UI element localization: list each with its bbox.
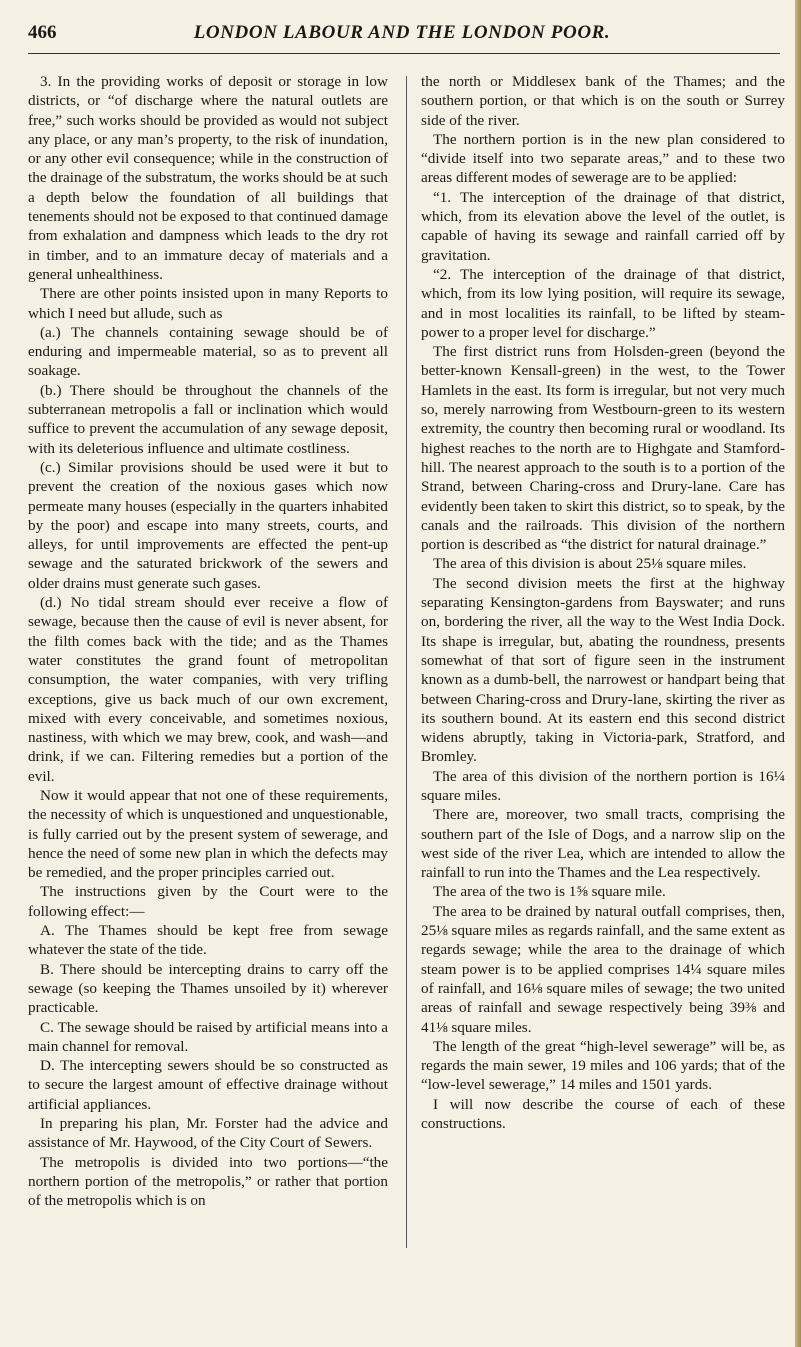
paragraph: (d.) No tidal stream should ever receive a flow of sewage, because then the cause of evil is never absent, for the filth comes back with the tide; and as the Thames water constitutes the grand fount of metropolitan consumption, the water companies, with very trifling exceptions, give us back much of our own excrement, mixed with every conceivable, and sometimes noxious, nastiness, with which we may brew, cook, and wash—and drink, if we can. Filtering remedies but a portion of the evil. — [28, 594, 388, 785]
paragraph: C. The sewage should be raised by artificial means into a main channel for removal. — [28, 1018, 388, 1055]
paragraph: The area of the two is 1⅝ square mile. — [433, 883, 666, 901]
paragraph: (c.) Similar provisions should be used were it but to prevent the creation of the noxious gases which now permeate many houses (especially in the quarters inhabited by the poor) and escape into many streets, courts, and alleys, for until improvements are effected the pent-up sewage and the saturated brickwork of the sewers and older drains must generate such gases. — [28, 458, 388, 592]
paragraph: The instructions given by the Court were to the following effect:— — [28, 883, 388, 920]
paragraph: The area of this division of the northern portion is 16¼ square miles. — [421, 767, 785, 804]
paragraph: There are other points insisted upon in many Reports to which I need but allude, such as — [28, 285, 388, 322]
header-rule — [28, 53, 780, 54]
paragraph: (a.) The channels containing sewage should be of enduring and impermeable material, so as to prevent all soakage. — [28, 323, 388, 380]
paragraph: (b.) There should be throughout the channels of the subterranean metropolis a fall or inclination which would suffice to prevent the accumulation of any sewage deposit, with its deleterious influence and ultimate costliness. — [28, 381, 388, 457]
paragraph: I will now describe the course of each of these constructions. — [421, 1095, 785, 1133]
paragraph: The area of this division is about 25⅛ square miles. — [433, 555, 747, 573]
paragraph: The metropolis is divided into two portions—“the northern portion of the metropolis,” or rather that portion of the metropolis which is on — [28, 1153, 388, 1210]
paragraph: A. The Thames should be kept free from sewage whatever the state of the tide. — [28, 922, 388, 959]
paragraph: The area to be drained by natural outfall comprises, then, 25⅛ square miles as regards rainfall, and the same extent as regards sewage; while the area to the drainage of which steam power is to be applied comprises 14¼ square miles of rainfall, and 16⅛ square miles of sewage; the two united areas of rainfall and sewage respectively being 39⅜ and 41⅛ square miles. — [421, 902, 785, 1036]
paragraph: the north or Middlesex bank of the Thames; and the southern portion, or that which is on the south or Surrey side of the river. — [421, 73, 785, 129]
paragraph: “2. The interception of the drainage of that district, which, from its low lying position, will require its sewage, and in most localities its rainfall, to be lifted by steam-power to a proper level for discharge.” — [421, 265, 785, 341]
paragraph: The northern portion is in the new plan considered to “divide itself into two separate areas,” and to these two areas different modes of sewerage are to be applied: — [421, 130, 785, 187]
page-header — [28, 22, 776, 52]
page-edge — [795, 0, 801, 1347]
paragraph: B. There should be intercepting drains to carry off the sewage (so keeping the Thames unsoiled by it) wherever practicable. — [28, 960, 388, 1017]
paragraph: 3. In the providing works of deposit or storage in low districts, or “of discharge where the natural outlets are free,” such works should be provided as would not subject any place, or any man’s property, to the risk of inundation, or any other evil consequence; while in the construction of the drainage of the substratum, the works should be at such a depth below the foundation of all buildings that tenements should not be exposed to that continued damage from exhalation and dampness which leads to the dry rot in timber, and to an immature decay of materials and a general unhealthiness. — [28, 73, 388, 283]
paragraph: The first district runs from Holsden-green (beyond the better-known Kensall-green) in the west, to the Tower Hamlets in the east. Its form is irregular, but not very much so, merely narrowing from Westbourn-green to its western extremity, the country then becoming rural or woodland. Its highest reaches to the north are to Highgate and Stamford-hill. The nearest approach to the south is to a portion of the Strand, between Charing-cross and Drury-lane. Care has evidently been taken to skirt this district, so to speak, by the canals and the railroads. This division of the northern portion is described as “the district for natural drainage.” — [421, 343, 786, 554]
paragraph: D. The intercepting sewers should be so constructed as to secure the largest amount of effective drainage without artificial appliances. — [28, 1057, 388, 1113]
paragraph: In preparing his plan, Mr. Forster had the advice and assistance of Mr. Haywood, of the City Court of Sewers. — [28, 1115, 388, 1152]
running-title: LONDON LABOUR AND THE LONDON POOR. — [193, 22, 611, 43]
paragraph: “1. The interception of the drainage of that district, which, from its elevation above the level of the outlet, is capable of having its sewage and rainfall carried off by gravitation. — [421, 188, 785, 264]
paragraph: There are, moreover, two small tracts, comprising the southern part of the Isle of Dogs, and a narrow slip on the west side of the river Lea, which are intended to allow the rainfall to run into the Thames and the Lea respectively. — [421, 806, 785, 882]
paragraph: The second division meets the first at the highway separating Kensington-gardens from Bayswater; and runs on, bordering the river, all the way to the West India Dock. Its shape is irregular, but, abating the roundness, presents somewhat of that sort of figure seen in the instrument known as a dumb-bell, the narrowest or handpart being that between Charing-cross and Drury-lane, skirting the river as its southern bound. At its eastern end this second district widens abruptly, taking in Victoria-park, Stratford, and Bromley. — [421, 574, 785, 766]
paragraph: The length of the great “high-level sewerage” will be, as regards the main sewer, 19 miles and 106 yards; that of the “low-level sewerage,” 14 miles and 1501 yards. — [421, 1037, 785, 1094]
page-number: 466 — [28, 22, 57, 43]
column-divider — [406, 76, 407, 1248]
right-column — [421, 72, 785, 1133]
left-column — [28, 72, 388, 1211]
paragraph: Now it would appear that not one of these requirements, the necessity of which is unquestioned and unquestionable, is fully carried out by the present system of sewerage, and hence the need of some new plan in which the defects may be remedied, and the proper principles carried out. — [28, 786, 388, 882]
